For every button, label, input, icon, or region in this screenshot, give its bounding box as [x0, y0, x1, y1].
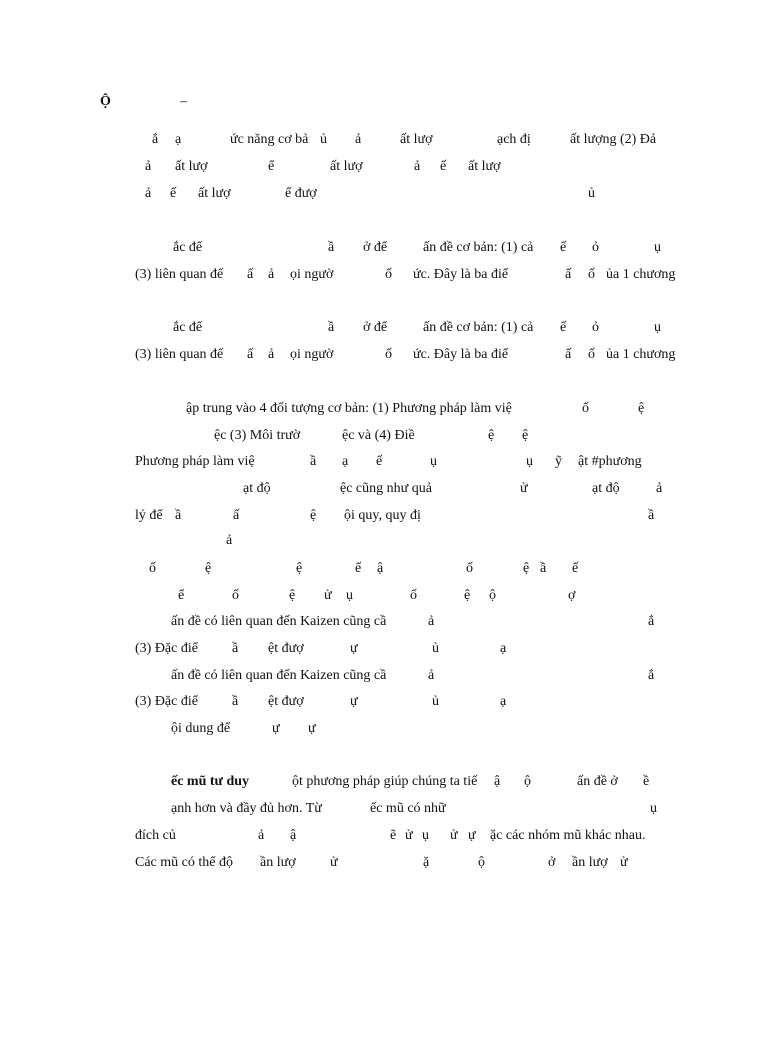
document-heading — [0, 92, 768, 112]
text-fragment: Phương pháp làm việ — [135, 454, 255, 469]
text-fragment: ế — [440, 159, 447, 174]
text-line — [0, 130, 768, 150]
text-line — [0, 265, 768, 285]
text-fragment: ể đượ — [285, 186, 317, 201]
text-fragment: ức. Đây là ba điể — [413, 347, 509, 362]
text-line — [0, 719, 768, 739]
text-fragment: ử — [405, 828, 413, 843]
text-fragment: ệ — [296, 561, 303, 576]
text-line — [0, 184, 768, 204]
text-fragment: ể — [268, 159, 275, 174]
text-fragment: ệc và (4) Điề — [342, 428, 415, 443]
text-fragment: ố — [588, 267, 595, 282]
text-fragment: ở — [548, 855, 556, 870]
text-fragment: ật #phương — [578, 454, 642, 469]
text-fragment: ả — [414, 159, 421, 174]
text-fragment: ố — [149, 561, 156, 576]
text-fragment: ắc để — [173, 240, 203, 255]
text-fragment: ố — [385, 267, 392, 282]
text-fragment: ỹ — [555, 454, 562, 469]
text-line — [0, 452, 768, 472]
text-line — [0, 157, 768, 177]
text-line — [0, 586, 768, 606]
text-fragment: ếc mũ có nhữ — [370, 801, 446, 816]
text-fragment: ấn đề ở — [577, 774, 618, 789]
text-line — [0, 318, 768, 338]
text-fragment: ả — [145, 159, 152, 174]
text-fragment: ấ — [565, 347, 572, 362]
text-fragment: ậ — [290, 828, 297, 843]
text-fragment: ẽ — [390, 828, 397, 843]
text-fragment: ố — [385, 347, 392, 362]
text-fragment: ủa 1 chương — [606, 347, 676, 362]
text-fragment: ố — [466, 561, 473, 576]
text-fragment: ự — [350, 641, 358, 656]
text-fragment: ử — [450, 828, 458, 843]
text-fragment: ủ — [320, 132, 327, 147]
text-line — [0, 799, 768, 819]
text-fragment: ắ — [648, 668, 655, 683]
text-fragment: ủa 1 chương — [606, 267, 676, 282]
text-fragment: ạ — [500, 694, 507, 709]
text-fragment: ức năng cơ bả — [230, 132, 309, 147]
text-fragment: ội quy, quy đị — [344, 508, 421, 523]
text-line — [0, 531, 768, 551]
text-fragment: ụ — [422, 828, 429, 843]
text-fragment: ấ — [565, 267, 572, 282]
text-fragment: ả — [145, 186, 152, 201]
heading-right: – — [180, 94, 187, 109]
heading-left: Ộ — [100, 94, 111, 109]
text-line — [0, 506, 768, 526]
text-fragment: ấn đề có liên quan đến Kaizen cũng cầ — [171, 614, 387, 629]
text-line — [0, 238, 768, 258]
text-fragment: ạt độ — [592, 481, 620, 496]
text-fragment: ế — [376, 454, 383, 469]
text-fragment: ủ — [432, 694, 439, 709]
text-fragment: lý để — [135, 508, 163, 523]
text-fragment: ắ — [152, 132, 159, 147]
text-fragment: ầ — [232, 641, 239, 656]
text-fragment: ạ — [342, 454, 349, 469]
text-fragment: ự — [468, 828, 476, 843]
text-fragment: ệt đượ — [268, 694, 304, 709]
text-fragment: ộ — [524, 774, 531, 789]
text-fragment: ụ — [430, 454, 437, 469]
text-fragment: ả — [226, 533, 233, 548]
text-fragment: ụ — [526, 454, 533, 469]
text-fragment: ệ — [523, 561, 530, 576]
text-fragment: ậ — [494, 774, 501, 789]
text-fragment: ạ — [500, 641, 507, 656]
text-fragment: ấn đề có liên quan đến Kaizen cũng cầ — [171, 668, 387, 683]
text-fragment: ệ — [205, 561, 212, 576]
text-fragment: ệc cũng như quả — [340, 481, 432, 496]
text-fragment: ả — [355, 132, 362, 147]
text-fragment: ấ — [233, 508, 240, 523]
text-fragment: ả — [656, 481, 663, 496]
text-fragment: ặ — [423, 855, 430, 870]
text-fragment: ất lượ — [198, 186, 231, 201]
text-fragment: ệ — [464, 588, 471, 603]
text-line — [0, 772, 768, 792]
text-fragment: ả — [258, 828, 265, 843]
text-fragment: ử — [620, 855, 628, 870]
text-fragment: ạt độ — [243, 481, 271, 496]
text-fragment: ệc (3) Môi trườ — [214, 428, 301, 443]
text-line — [0, 853, 768, 873]
text-fragment: ệt đượ — [268, 641, 304, 656]
text-fragment: ế — [170, 186, 177, 201]
text-fragment: ắ — [648, 614, 655, 629]
text-fragment: ầ — [310, 454, 317, 469]
text-fragment: ếc mũ tư duy — [171, 774, 250, 789]
text-fragment: ất lượ — [175, 159, 208, 174]
text-fragment: ệ — [310, 508, 317, 523]
text-fragment: ức. Đây là ba điể — [413, 267, 509, 282]
text-fragment: ố — [232, 588, 239, 603]
text-line — [0, 399, 768, 419]
text-fragment: ử — [324, 588, 332, 603]
text-fragment: ụ — [654, 320, 661, 335]
text-fragment: ế — [355, 561, 362, 576]
text-line — [0, 826, 768, 846]
text-line — [0, 692, 768, 712]
text-fragment: ố — [588, 347, 595, 362]
text-fragment: ố — [582, 401, 589, 416]
text-fragment: ấ — [247, 267, 254, 282]
text-fragment: ả — [428, 668, 435, 683]
text-fragment: (3) liên quan đế — [135, 347, 224, 362]
text-fragment: ần lượ — [572, 855, 608, 870]
text-fragment: (3) Đặc điể — [135, 694, 198, 709]
text-fragment: ạ — [175, 132, 182, 147]
text-fragment: ỏ — [592, 240, 599, 255]
text-fragment: ộ — [478, 855, 485, 870]
text-fragment: ử — [330, 855, 338, 870]
text-fragment: ấn đề cơ bản: (1) cả — [423, 320, 534, 335]
text-fragment: ủ — [432, 641, 439, 656]
text-fragment: ả — [268, 347, 275, 362]
text-line — [0, 639, 768, 659]
text-fragment: ự — [308, 721, 316, 736]
text-fragment: ệ — [488, 428, 495, 443]
text-fragment: ử — [520, 481, 528, 496]
text-fragment: ạch đị — [497, 132, 531, 147]
text-fragment: ầ — [328, 320, 335, 335]
text-fragment: ắc để — [173, 320, 203, 335]
text-fragment: ở để — [363, 320, 388, 335]
text-fragment: ất lượ — [400, 132, 433, 147]
text-fragment: ạnh hơn và đầy đủ hơn. Từ — [171, 801, 322, 816]
text-fragment: ất lượ — [330, 159, 363, 174]
text-line — [0, 666, 768, 686]
text-line — [0, 479, 768, 499]
text-fragment: ự — [350, 694, 358, 709]
text-fragment: ự — [272, 721, 280, 736]
text-fragment: ả — [428, 614, 435, 629]
text-fragment: ầ — [328, 240, 335, 255]
text-fragment: ở để — [363, 240, 388, 255]
text-fragment: ầ — [540, 561, 547, 576]
text-fragment: ất lượ — [468, 159, 501, 174]
text-fragment: ố — [410, 588, 417, 603]
text-fragment: ể — [178, 588, 185, 603]
text-fragment: ầ — [648, 508, 655, 523]
text-fragment: Các mũ có thể độ — [135, 855, 233, 870]
text-fragment: ấn đề cơ bản: (1) cả — [423, 240, 534, 255]
text-fragment: ỏ — [592, 320, 599, 335]
text-fragment: ộ — [489, 588, 496, 603]
text-fragment: ọi ngườ — [290, 347, 334, 362]
text-fragment: ội dung để — [171, 721, 231, 736]
text-fragment: ụ — [654, 240, 661, 255]
text-fragment: ất lượng (2) Đả — [570, 132, 657, 147]
text-fragment: ệ — [638, 401, 645, 416]
text-line — [0, 559, 768, 579]
text-fragment: ệ — [289, 588, 296, 603]
text-fragment: ủ — [588, 186, 595, 201]
text-fragment: ặc các nhóm mũ khác nhau. — [490, 828, 646, 843]
text-fragment: ế — [572, 561, 579, 576]
text-fragment: ả — [268, 267, 275, 282]
text-fragment: ế — [560, 240, 567, 255]
text-fragment: ần lượ — [260, 855, 296, 870]
text-line — [0, 426, 768, 446]
text-fragment: ầ — [232, 694, 239, 709]
text-line — [0, 345, 768, 365]
text-fragment: ấ — [247, 347, 254, 362]
text-fragment: ợ — [568, 588, 576, 603]
text-fragment: ậ — [377, 561, 384, 576]
text-fragment: ụ — [346, 588, 353, 603]
text-fragment: ệ — [522, 428, 529, 443]
text-fragment: ập trung vào 4 đối tượng cơ bản: (1) Phương pháp làm việ — [186, 401, 512, 416]
text-fragment: ầ — [175, 508, 182, 523]
text-fragment: (3) liên quan đế — [135, 267, 224, 282]
text-fragment: ế — [560, 320, 567, 335]
text-fragment: đích củ — [135, 828, 176, 843]
text-fragment: ọi ngườ — [290, 267, 334, 282]
text-fragment: ề — [643, 774, 650, 789]
text-line — [0, 612, 768, 632]
text-fragment: (3) Đặc điể — [135, 641, 198, 656]
text-fragment: ột phương pháp giúp chúng ta tiế — [292, 774, 478, 789]
text-fragment: ụ — [650, 801, 657, 816]
